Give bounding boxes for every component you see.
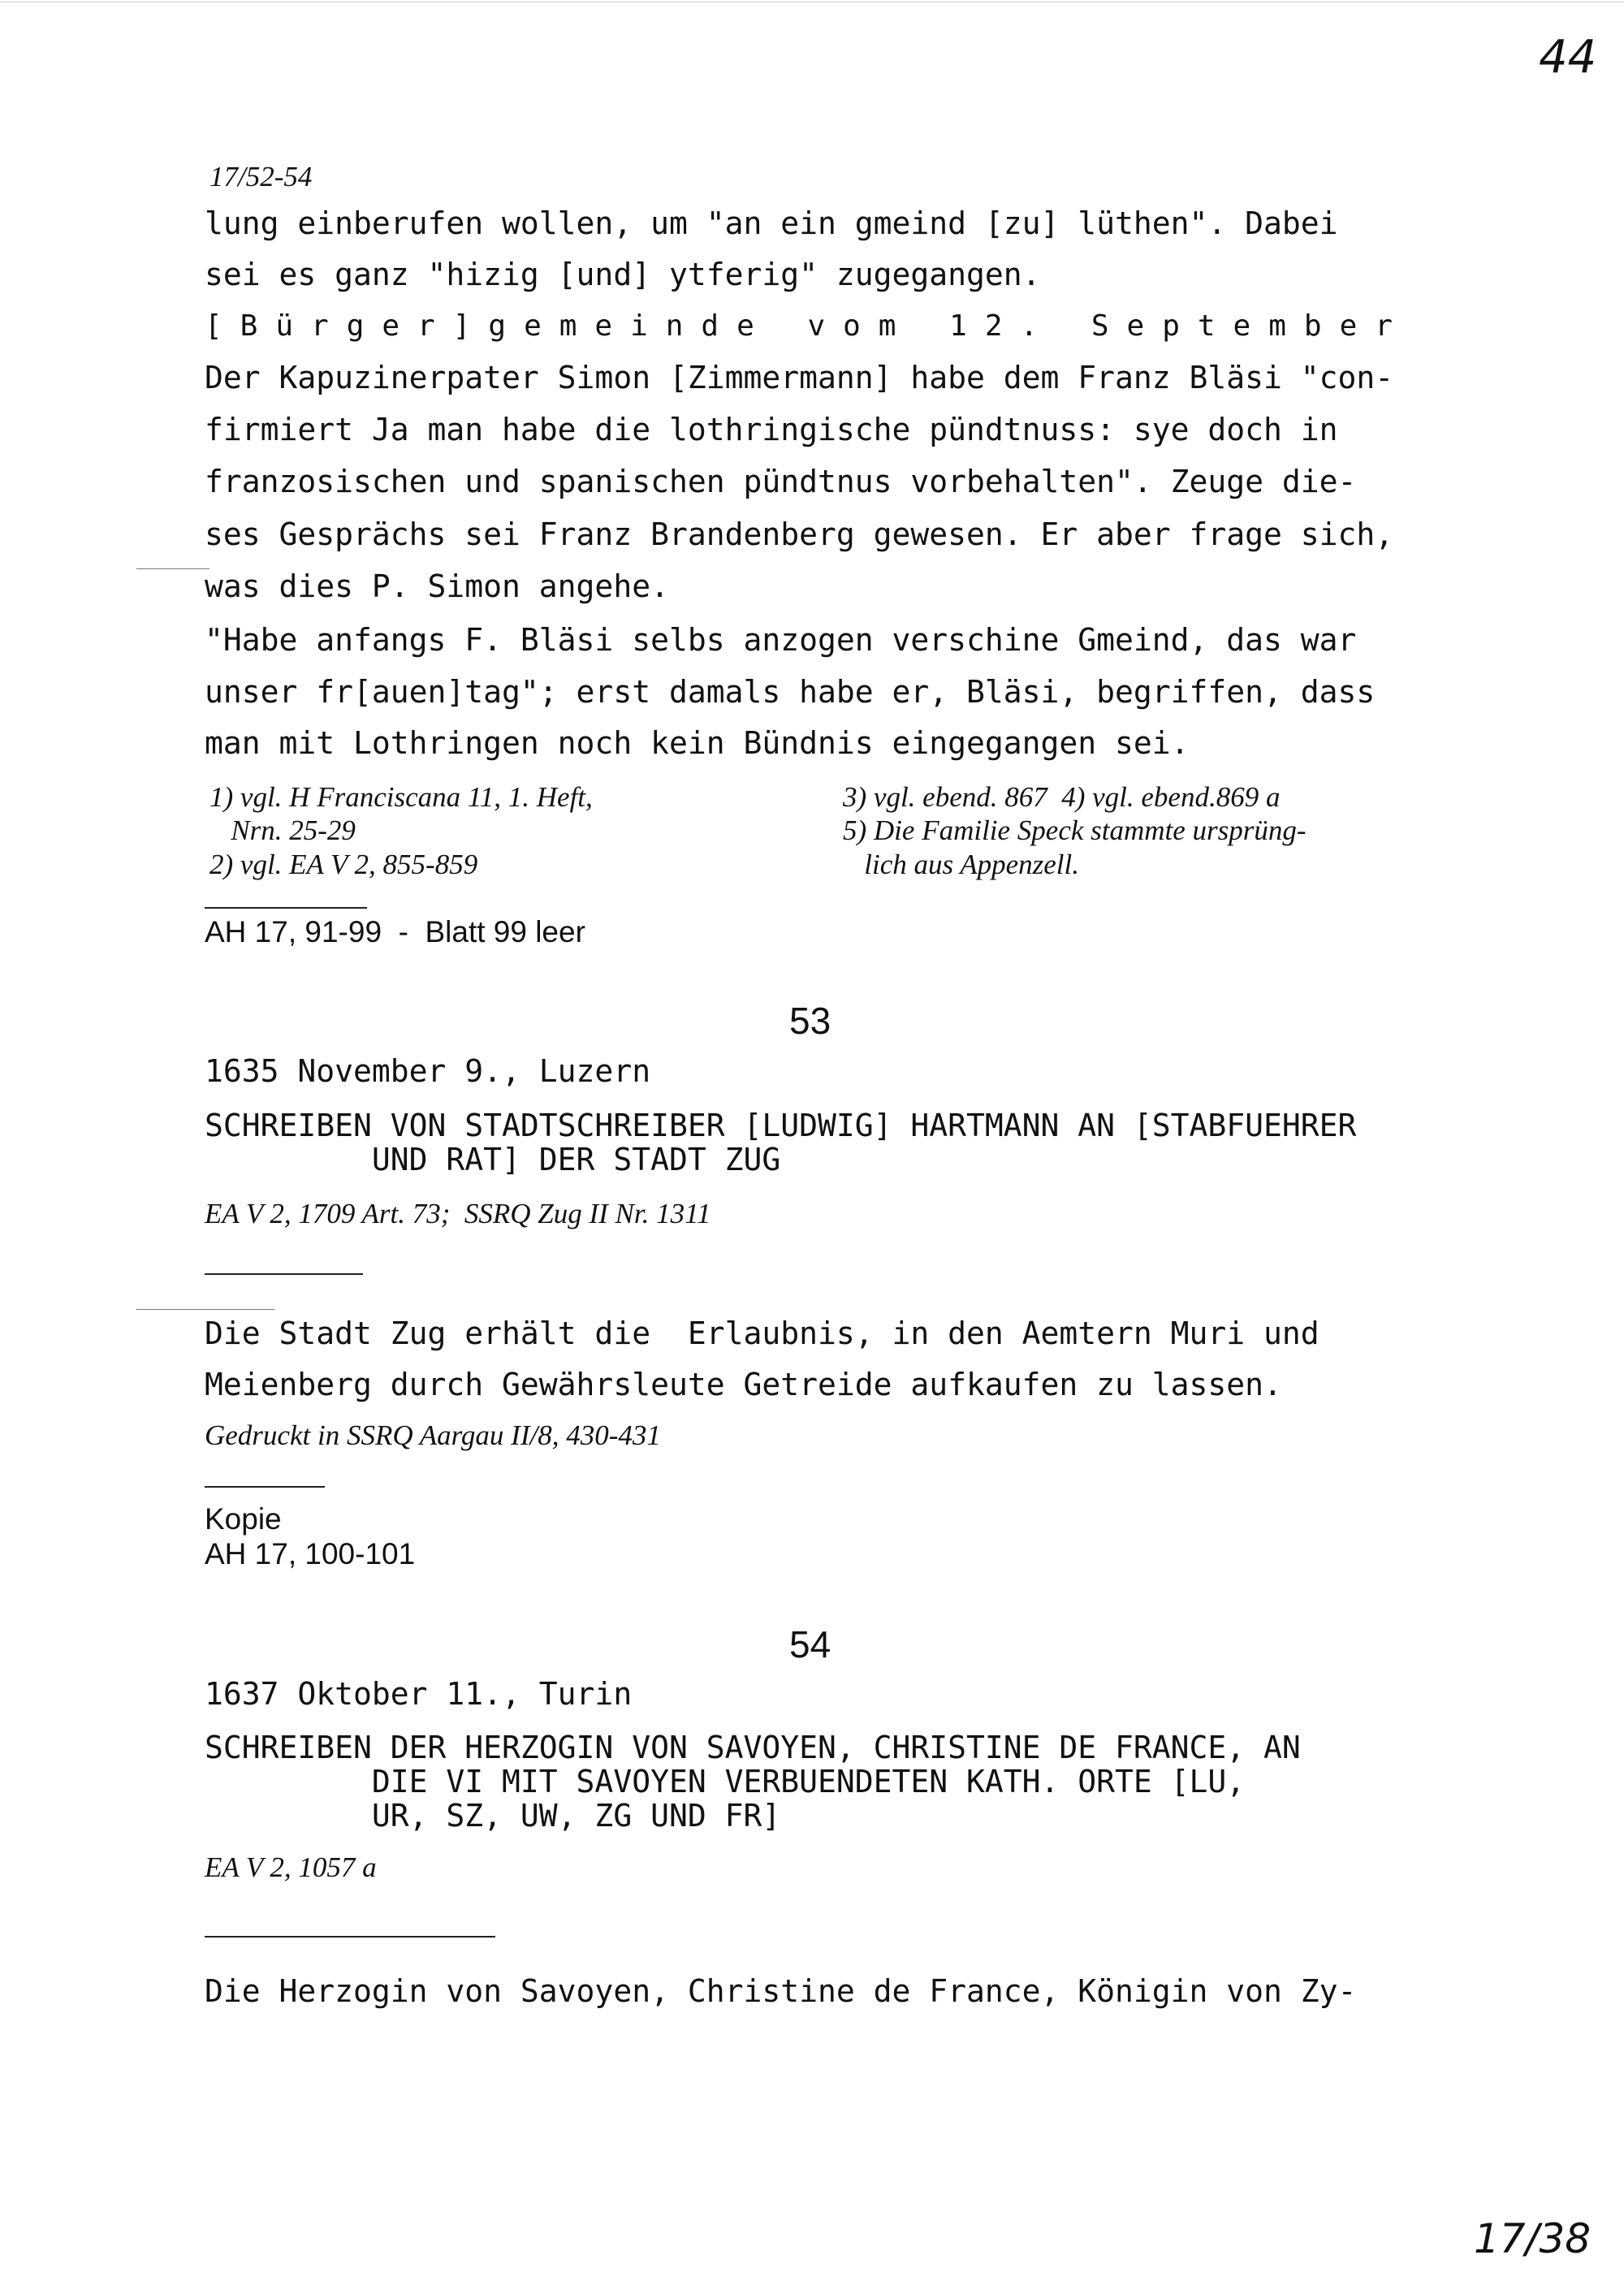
footnote-right-2: 5) Die Familie Speck stammte ursprüng-	[843, 814, 1307, 846]
footnote-left-2: Nrn. 25-29	[209, 814, 356, 846]
doc54-separator-rule	[205, 1936, 495, 1938]
paragraph-3-line-3: man mit Lothringen noch kein Bündnis eingegangen sei.	[205, 725, 1190, 761]
paragraph-3-line-1: "Habe anfangs F. Bläsi selbs anzogen verschine Gmeind, das war	[205, 622, 1357, 658]
paragraph-1-line-1: lung einberufen wollen, um "an ein gmeind [zu] lüthen". Dabei	[205, 205, 1338, 241]
doc54-body-line-1: Die Herzogin von Savoyen, Christine de France, Königin von Zy-	[205, 1973, 1357, 2009]
doc53-separator-rule	[205, 1273, 363, 1275]
corner-handwritten-mark: 17/38	[1474, 2215, 1592, 2262]
doc54-title-line-3: UR, SZ, UW, ZG UND FR]	[205, 1798, 781, 1834]
margin-mark	[136, 568, 209, 569]
doc54-title-line-2: DIE VI MIT SAVOYEN VERBUENDETEN KATH. ORTE [LU,	[205, 1764, 1246, 1799]
margin-mark-2	[136, 1309, 274, 1310]
footnote-right-3: lich aus Appenzell.	[843, 849, 1079, 880]
footnote-left-1: 1) vgl. H Franciscana 11, 1. Heft,	[209, 781, 593, 813]
paragraph-2-line-1: Der Kapuzinerpater Simon [Zimmermann] habe dem Franz Bläsi "con-	[205, 360, 1394, 395]
document-number-54: 54	[789, 1623, 831, 1665]
paragraph-1-line-2: sei es ganz "hizig [und] ytferig" zugegangen.	[205, 257, 1041, 292]
paragraph-2-line-3: franzosischen und spanischen pündtnus vorbehalten". Zeuge die-	[205, 464, 1357, 499]
doc54-date: 1637 Oktober 11., Turin	[205, 1676, 633, 1712]
doc53-body-line-1: Die Stadt Zug erhält die Erlaubnis, in den Aemtern Muri und	[205, 1315, 1320, 1351]
doc53-copy-rule	[205, 1486, 325, 1488]
footnote-left-3: 2) vgl. EA V 2, 855-859	[209, 849, 478, 880]
paragraph-2-line-5: was dies P. Simon angehe.	[205, 568, 669, 604]
doc54-references: EA V 2, 1057 a	[205, 1851, 377, 1883]
paragraph-2-line-4: ses Gesprächs sei Franz Brandenberg gewesen. Er aber frage sich,	[205, 516, 1394, 552]
doc53-copy-label: Kopie	[205, 1502, 282, 1536]
doc54-title-line-1: SCHREIBEN DER HERZOGIN VON SAVOYEN, CHRISTINE DE FRANCE, AN	[205, 1730, 1301, 1765]
source-separator-rule	[205, 907, 367, 909]
doc53-archive: AH 17, 100-101	[205, 1537, 416, 1570]
top-reference: 17/52-54	[209, 161, 313, 192]
doc53-title-line-1: SCHREIBEN VON STADTSCHREIBER [LUDWIG] HARTMANN AN [STABFUEHRER	[205, 1108, 1357, 1143]
paragraph-2-line-2: firmiert Ja man habe die lothringische pündtnuss: sye doch in	[205, 412, 1338, 447]
doc53-date: 1635 November 9., Luzern	[205, 1053, 651, 1089]
paragraph-3-line-2: unser fr[auen]tag"; erst damals habe er, Bläsi, begriffen, dass	[205, 674, 1376, 710]
doc53-printed-ref: Gedruckt in SSRQ Aargau II/8, 430-431	[205, 1419, 661, 1451]
doc53-title-line-2: UND RAT] DER STADT ZUG	[205, 1142, 781, 1177]
source-line-1: AH 17, 91-99 - Blatt 99 leer	[205, 915, 585, 948]
doc53-body-line-2: Meienberg durch Gewährsleute Getreide aufkaufen zu lassen.	[205, 1367, 1282, 1402]
document-number-53: 53	[789, 1000, 831, 1042]
doc53-references: EA V 2, 1709 Art. 73; SSRQ Zug II Nr. 1311	[205, 1198, 711, 1229]
footnote-right-1: 3) vgl. ebend. 867 4) vgl. ebend.869 a	[843, 781, 1281, 813]
handwritten-page-number: 44	[1539, 31, 1597, 84]
spaced-heading: [Bürger]gemeinde vom 12. September	[205, 309, 1410, 343]
